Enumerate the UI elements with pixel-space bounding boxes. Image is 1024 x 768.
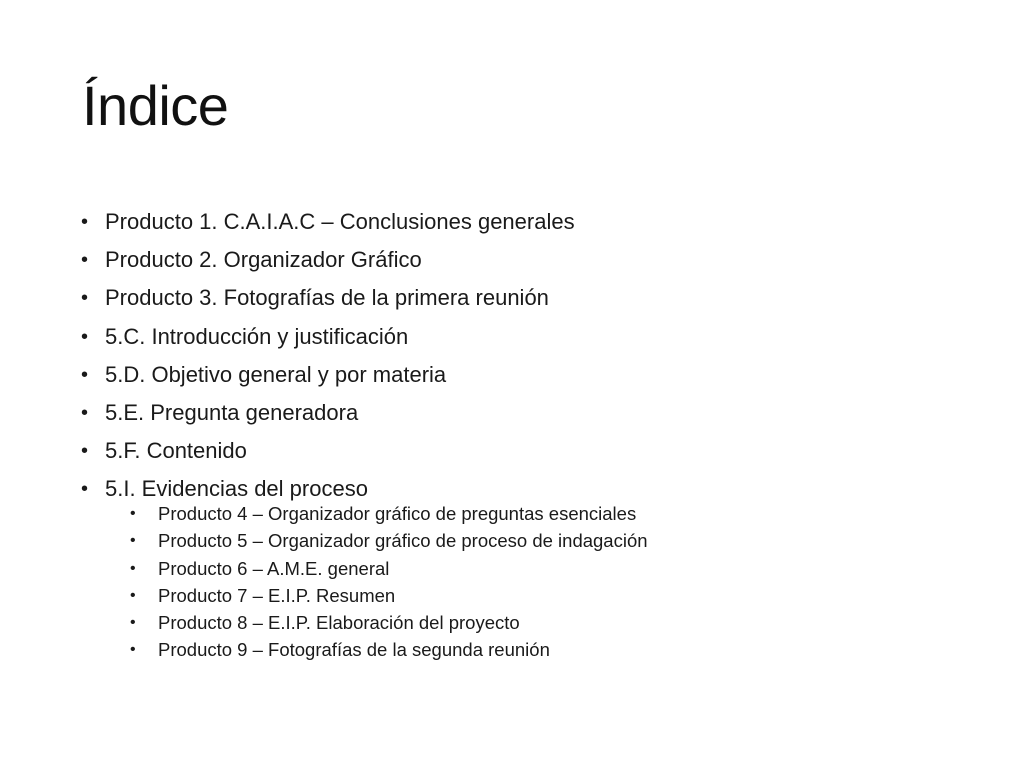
sub-bullet-icon: •: [130, 532, 136, 550]
sub-list-item: [78, 527, 978, 554]
sub-bullet-list: [78, 500, 978, 664]
sub-list-item-label: Producto 9 – Fotografías de la segunda reunión: [158, 639, 550, 661]
bullet-icon: •: [81, 211, 89, 233]
list-item-label: 5.C. Introducción y justificación: [105, 323, 409, 349]
bullet-list: [78, 203, 978, 509]
sub-bullet-icon: •: [130, 586, 136, 604]
sub-bullet-icon: •: [130, 641, 136, 659]
sub-bullet-icon: •: [130, 614, 136, 632]
bullet-icon: •: [81, 287, 89, 310]
sub-list-item: [78, 500, 978, 527]
sub-bullet-icon: •: [130, 559, 136, 577]
list-item: [78, 394, 978, 432]
list-item-label: Producto 2. Organizador Gráfico: [105, 247, 422, 273]
sub-list-item: [78, 609, 978, 636]
bullet-icon: •: [81, 249, 89, 272]
list-item-label: 5.I. Evidencias del proceso: [105, 476, 368, 502]
sub-list-item-label: Producto 4 – Organizador gráfico de preguntas esenciales: [158, 503, 637, 524]
bullet-icon: •: [81, 363, 89, 386]
sub-list-item-label: Producto 6 – A.M.E. general: [158, 557, 390, 579]
bullet-icon: •: [81, 440, 89, 463]
sub-list-item-label: Producto 7 – E.I.P. Resumen: [158, 584, 396, 606]
bullet-icon: •: [81, 325, 89, 348]
list-item-label: 5.D. Objetivo general y por materia: [105, 361, 447, 387]
list-item: [78, 318, 978, 356]
list-item: [78, 203, 978, 241]
list-item: [78, 279, 978, 317]
bullet-icon: •: [81, 401, 89, 424]
list-item: [78, 356, 978, 394]
list-item-label: Producto 3. Fotografías de la primera reunión: [105, 285, 549, 311]
list-item-label: Producto 1. C.A.I.A.C – Conclusiones generales: [105, 209, 575, 234]
slide-title: Índice: [82, 74, 229, 137]
sub-bullet-icon: •: [130, 505, 136, 522]
list-item-label: 5.E. Pregunta generadora: [105, 399, 359, 425]
list-item-label: 5.F. Contenido: [105, 438, 247, 464]
sub-list-item-label: Producto 5 – Organizador gráfico de proceso de indagación: [158, 530, 648, 552]
sub-list-item: [78, 636, 978, 663]
sub-list-item: [78, 582, 978, 609]
sub-bullet-container: [78, 500, 978, 664]
list-item: [78, 432, 978, 470]
bullet-icon: •: [81, 478, 89, 501]
sub-list-item: [78, 555, 978, 582]
list-item: [78, 241, 978, 279]
sub-list-item-label: Producto 8 – E.I.P. Elaboración del proyecto: [158, 612, 520, 634]
